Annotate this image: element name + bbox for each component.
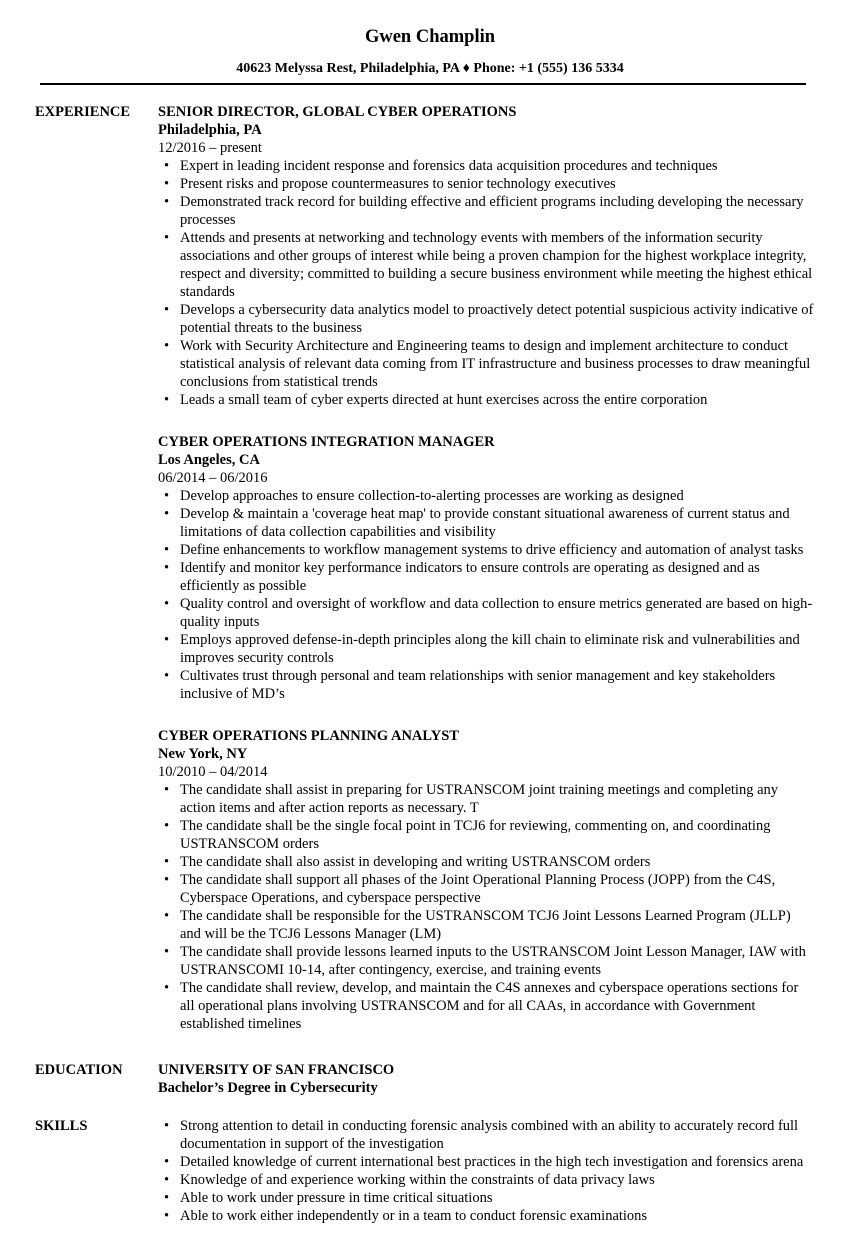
bullet-item: • Develops a cybersecurity data analytics model to proactively detect potential suspicious activity indicative of potential threats to the business xyxy=(180,301,815,337)
bullet-item: • The candidate shall support all phases of the Joint Operational Planning Process (JOPP) from the C4S, Cyberspace Operations, and cyberspace perspective xyxy=(180,871,815,907)
bullet-item: • Identify and monitor key performance indicators to ensure controls are operating as designed and as efficiently as possible xyxy=(180,559,815,595)
job-bullets xyxy=(158,157,815,409)
bullet-item: • Develop approaches to ensure collection-to-alerting processes are working as designed xyxy=(180,487,815,505)
job-title: CYBER OPERATIONS PLANNING ANALYST xyxy=(158,728,459,744)
experience-section xyxy=(35,103,815,1033)
bullet-item: • The candidate shall be the single focal point in TCJ6 for reviewing, commenting on, and coordinating USTRANSCOM orders xyxy=(180,817,815,853)
section-label-education: EDUCATION xyxy=(35,1062,123,1078)
job-entry xyxy=(158,433,815,703)
job-bullets xyxy=(158,487,815,703)
candidate-name: Gwen Champlin xyxy=(364,27,496,47)
education-body xyxy=(158,1061,815,1097)
skill-item: • Able to work under pressure in time critical situations xyxy=(180,1189,815,1207)
degree-name: Bachelor’s Degree in Cybersecurity xyxy=(158,1080,378,1096)
bullet-item: • The candidate shall provide lessons learned inputs to the USTRANSCOM Joint Lesson Manager, IAW with USTRANSCOMI 10-14, after contingency, exercise, and training events xyxy=(180,943,815,979)
bullet-item: • Define enhancements to workflow management systems to drive efficiency and automation of analyst tasks xyxy=(180,541,815,559)
job-location: Los Angeles, CA xyxy=(158,452,260,468)
bullet-item: • Employs approved defense-in-depth principles along the kill chain to eliminate risk and vulnerabilities and improves security controls xyxy=(180,631,815,667)
job-entry xyxy=(158,103,815,409)
bullet-item: • Present risks and propose countermeasures to senior technology executives xyxy=(180,175,815,193)
bullet-item: • Attends and presents at networking and technology events with members of the information security associations and other groups of interest while being a proven champion for the highest workplace integrity, respect and diversity; committed to building a secure business environment while meeting the highest ethical standards xyxy=(180,229,815,301)
job-dates: 10/2010 – 04/2014 xyxy=(158,764,268,780)
bullet-item: • Cultivates trust through personal and team relationships with senior management and key stakeholders inclusive of MD’s xyxy=(180,667,815,703)
experience-body xyxy=(158,103,815,1033)
bullet-item: • The candidate shall assist in preparing for USTRANSCOM joint training meetings and completing any action items and after action reports as necessary. T xyxy=(180,781,815,817)
skill-item: • Detailed knowledge of current international best practices in the high tech investigation and forensics arena xyxy=(180,1153,815,1171)
job-title: CYBER OPERATIONS INTEGRATION MANAGER xyxy=(158,434,495,450)
section-label-skills: SKILLS xyxy=(35,1118,88,1134)
resume-header xyxy=(0,0,860,78)
skill-item: • Able to work either independently or in a team to conduct forensic examinations xyxy=(180,1207,815,1225)
skills-list xyxy=(158,1117,815,1225)
bullet-item: • Quality control and oversight of workflow and data collection to ensure metrics generated are based on high-quality inputs xyxy=(180,595,815,631)
bullet-item: • The candidate shall also assist in developing and writing USTRANSCOM orders xyxy=(180,853,815,871)
skill-item: • Strong attention to detail in conducting forensic analysis combined with an ability to accurately record full documentation in support of the investigation xyxy=(180,1117,815,1153)
skills-section xyxy=(35,1117,815,1225)
bullet-item: • Work with Security Architecture and Engineering teams to design and implement architecture to conduct statistical analysis of relevant data coming from IT infrastructure and business processes to draw meaningful conclusions from statistical trends xyxy=(180,337,815,391)
job-title: SENIOR DIRECTOR, GLOBAL CYBER OPERATIONS xyxy=(158,104,517,120)
bullet-item: • The candidate shall be responsible for the USTRANSCOM TCJ6 Joint Lessons Learned Program (JLLP) and will be the TCJ6 Lessons Manager (LM) xyxy=(180,907,815,943)
section-label-experience: EXPERIENCE xyxy=(35,104,131,120)
skill-item: • Knowledge of and experience working within the constraints of data privacy laws xyxy=(180,1171,815,1189)
school-name: UNIVERSITY OF SAN FRANCISCO xyxy=(158,1062,395,1078)
skills-body xyxy=(158,1117,815,1225)
job-dates: 06/2014 – 06/2016 xyxy=(158,470,268,486)
job-location: Philadelphia, PA xyxy=(158,122,262,138)
job-location: New York, NY xyxy=(158,746,248,762)
bullet-item: • Develop & maintain a 'coverage heat map' to provide constant situational awareness of current status and limitations of data collection capabilities and visibility xyxy=(180,505,815,541)
bullet-item: • The candidate shall review, develop, and maintain the C4S annexes and cyberspace operations sections for all operational plans involving USTRANSCOM and for all CAAs, in accordance with Government established timelines xyxy=(180,979,815,1033)
bullet-item: • Expert in leading incident response and forensics data acquisition procedures and techniques xyxy=(180,157,815,175)
bullet-item: • Leads a small team of cyber experts directed at hunt exercises across the entire corporation xyxy=(180,391,815,409)
education-section xyxy=(35,1061,815,1097)
header-divider xyxy=(40,83,806,85)
bullet-item: • Demonstrated track record for building effective and efficient programs including developing the necessary processes xyxy=(180,193,815,229)
job-dates: 12/2016 – present xyxy=(158,140,262,156)
contact-line: 40623 Melyssa Rest, Philadelphia, PA ♦ Phone: +1 (555) 136 5334 xyxy=(236,61,624,76)
job-bullets xyxy=(158,781,815,1033)
job-entry xyxy=(158,727,815,1033)
